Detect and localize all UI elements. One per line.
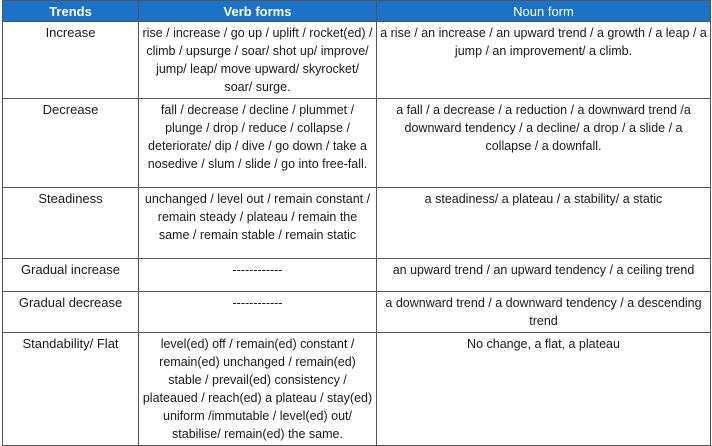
trend-cell: Increase [3, 22, 139, 99]
verb-forms-cell: level(ed) off / remain(ed) constant / remain(ed) unchanged / remain(ed) stable / prevail(ed) consistency / plateaued / reach(ed) a plateau / stay(ed) uniform /immutable / level(ed) out/ stabilise/ remain(ed) the same. [139, 333, 377, 446]
verb-forms-cell: ------------ [139, 292, 377, 333]
trend-cell: Gradual decrease [3, 292, 139, 333]
noun-form-cell: No change, a flat, a plateau [377, 333, 711, 446]
header-verb-forms: Verb forms [139, 1, 377, 22]
table-row [3, 333, 711, 446]
noun-form-cell: a fall / a decrease / a reduction / a downward trend /a downward tendency / a decline/ a drop / a slide / a collapse / a downfall. [377, 99, 711, 188]
verb-forms-cell: ------------ [139, 259, 377, 292]
table-row [3, 188, 711, 259]
noun-form-cell: a steadiness/ a plateau / a stability/ a static [377, 188, 711, 259]
trend-cell: Standability/ Flat [3, 333, 139, 446]
verb-forms-cell: fall / decrease / decline / plummet / plunge / drop / reduce / collapse / deteriorate/ dip / dive / go down / take a nosedive / slum / slide / go into free-fall. [139, 99, 377, 188]
noun-form-cell: a downward trend / a downward tendency / a descending trend [377, 292, 711, 333]
table-row [3, 99, 711, 188]
trend-cell: Gradual increase [3, 259, 139, 292]
verb-forms-cell: unchanged / level out / remain constant / remain steady / plateau / remain the same / remain stable / remain static [139, 188, 377, 259]
table-row [3, 259, 711, 292]
verb-forms-cell: rise / increase / go up / uplift / rocket(ed) / climb / upsurge / soar/ shot up/ improve/ jump/ leap/ move upward/ skyrocket/ soar/ surge. [139, 22, 377, 99]
noun-form-cell: a rise / an increase / an upward trend / a growth / a leap / a jump / an improvement/ a climb. [377, 22, 711, 99]
trend-cell: Steadiness [3, 188, 139, 259]
trend-cell: Decrease [3, 99, 139, 188]
trends-vocabulary-table [2, 0, 711, 446]
header-trends: Trends [3, 1, 139, 22]
table-header-row [3, 1, 711, 22]
noun-form-cell: an upward trend / an upward tendency / a ceiling trend [377, 259, 711, 292]
table-row [3, 292, 711, 333]
header-noun-form: Noun form [377, 1, 711, 22]
table-row [3, 22, 711, 99]
